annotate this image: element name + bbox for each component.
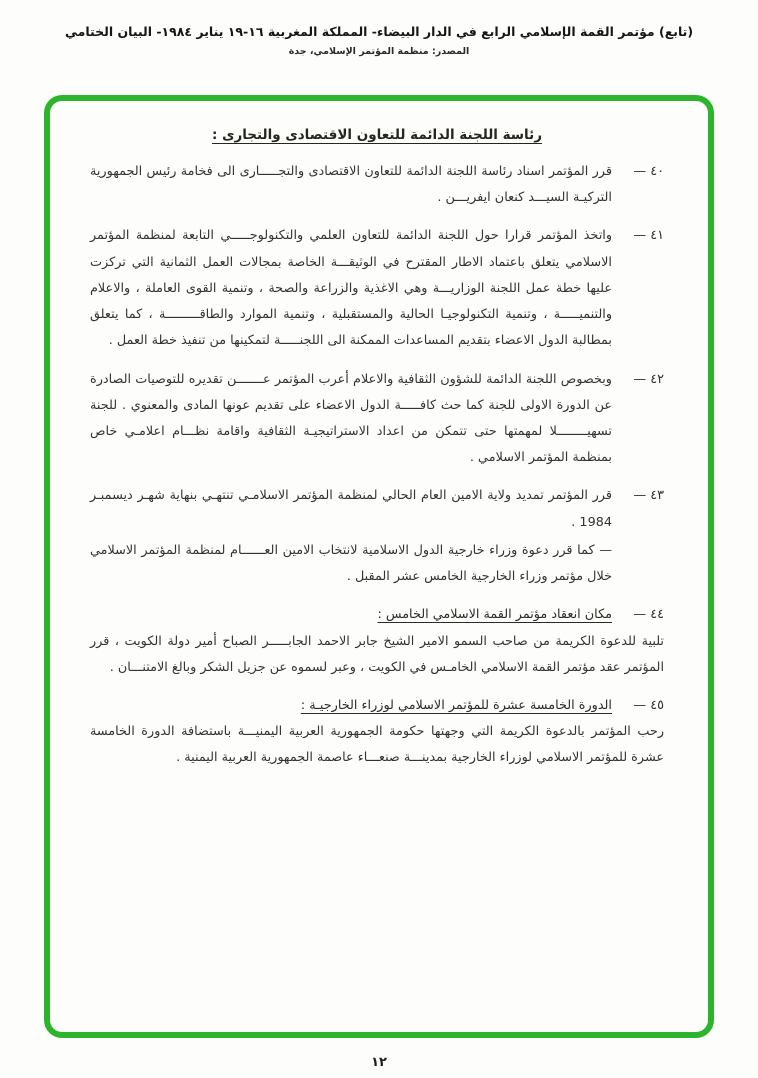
- item-44-title: مكان انعقاد مؤتمر القمة الاسلامي الخامس :: [377, 607, 612, 623]
- item-40-paragraph: قرر المؤتمر اسناد رئاسة اللجنة الدائمة للتعاون الاقتصادى والتجـــــارى الى فخامة رئيس الجمهورية التركيـة السيـــد كنعان ايفريـــن .: [90, 164, 612, 206]
- item-45-paragraph: رحب المؤتمر بالدعوة الكريمة التي وجهتها حكومة الجمهورية العربية اليمنيـــة باستضافة الدورة الخامسة عشرة للمؤتمر الاسلامي لوزراء الخارجية بمدينـــة صنعـــاء عاصمة الجمهورية العربية اليمنية .: [90, 724, 664, 766]
- item-42-number: ٤٢ —: [633, 371, 664, 387]
- header-source: المصدر: منظمة المؤتمر الإسلامي، جدة: [288, 46, 470, 57]
- section-title: رئاسة اللجنة الدائمة للتعاون الاقتصادى والتجارى :: [212, 127, 542, 143]
- header-title: (تابع) مؤتمر القمة الإسلامي الرابع في الدار البيضاء- المملكة المغربية ١٦-١٩ يناير ١٩٨٤- البيان الختامي: [64, 24, 694, 39]
- item-44-head: [90, 602, 664, 628]
- item-41: [90, 223, 664, 354]
- item-43: [90, 483, 664, 590]
- item-42-body: [90, 367, 612, 472]
- item-41-number: ٤١ —: [633, 228, 664, 244]
- item-40-body: [90, 159, 612, 211]
- item-44: [90, 602, 664, 681]
- content-border-box: [44, 95, 714, 1038]
- item-45: [90, 693, 664, 772]
- item-41-paragraph: واتخذ المؤتمر قرارا حول اللجنة الدائمة للتعاون العلمي والتكنولوجـــــي التابعة لمنظمة المؤتمر الاسلامي يتعلق باعتماد الاطار المقترح في الوثيقـــة الخاصة بمجالات العمل الثمانية التي تركزت عليها خطة عمل اللجنة الوزاريـــة وهي الاغذية والزراعة والصحة ، وتنمية القوى العاملة ، والاعلام والتنميـــــة ، وتنمية التكنولوجيـا الحالية والمستقبلية ، وتنمية الموارد والطاقـــــــــة ، كما يتعلق بمطالبة الدول الاعضاء بتقديم المساعدات الممكنة الى اللجنـــــة لتمكينها من تنفيذ خطة العمل .: [90, 228, 612, 349]
- item-44-number: ٤٤ —: [633, 607, 664, 623]
- item-45-title: الدورة الخامسة عشرة للمؤتمر الاسلامي لوزراء الخارجيـة :: [300, 697, 612, 713]
- item-40: [90, 159, 664, 211]
- item-43-paragraph-2: — كما قرر دعوة وزراء خارجية الدول الاسلامية لانتخاب الامين العــــــام لمنظمة المؤتمر الاسلامي خلال مؤتمر وزراء الخارجية الخامس عشر المقبل .: [90, 542, 612, 585]
- page-header: [20, 24, 738, 57]
- item-40-number: ٤٠ —: [633, 164, 664, 179]
- item-44-paragraph: تلبية للدعوة الكريمة من صاحب السمو الامير الشيخ جابر الاحمد الجابـــــر الصباح أمير دولة الكويت ، قرر المؤتمر عقد مؤتمر القمة الاسلامي الخامـس في الكويت ، وعبر لسموه عن جزيل الشكر وبالغ الامتنـــان .: [90, 633, 664, 675]
- item-42-paragraph: وبخصوص اللجنة الدائمة للشؤون الثقافية والاعلام أعرب المؤتمر عـــــــن تقديره للتوصيات الصادرة عن الدورة الاولى للجنة كما حث كافـــــة الدول الاعضاء على تقديم عونها المادى والمعنوي . للجنة تسهيــــــــلا لمهمتها حتى تتمكن من اعداد الاستراتيجيـة الثقافية واقامة نظـــام اعلامـي خاص بمنظمة المؤتمر الاسلامي .: [90, 371, 612, 466]
- item-45-head: [90, 693, 664, 719]
- item-43-number: ٤٣ —: [633, 488, 664, 504]
- item-45-number: ٤٥ —: [633, 697, 664, 713]
- page-number: ١٢: [371, 1055, 387, 1070]
- item-41-body: [90, 223, 612, 354]
- item-42: [90, 367, 664, 472]
- item-43-body: [90, 483, 612, 590]
- item-43-paragraph-1: قرر المؤتمر تمديد ولاية الامين العام الحالي لمنظمة المؤتمر الاسلامـي تنتهـي بنهاية شهـر ديسمبـر 1984 .: [90, 488, 612, 530]
